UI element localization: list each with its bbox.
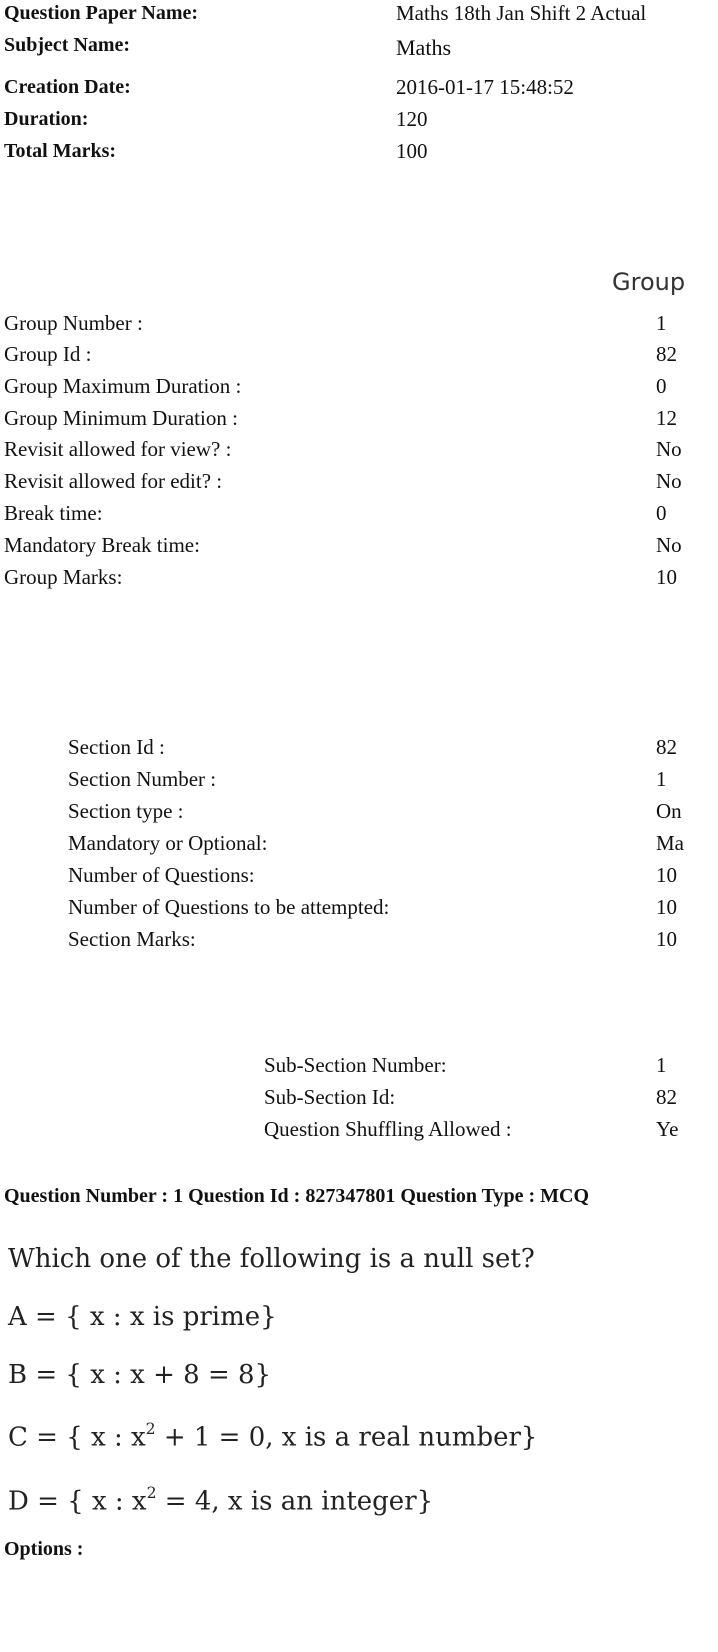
group-min-duration-value: 12 xyxy=(656,406,677,430)
total-marks-label: Total Marks: xyxy=(4,140,117,162)
group-id-label: Group Id : xyxy=(4,342,92,366)
group-min-duration-label: Group Minimum Duration : xyxy=(4,406,238,430)
set-d-pre: D = { x : x xyxy=(8,1486,147,1517)
subject-name-value: Maths xyxy=(396,35,451,60)
subsection-number-value: 1 xyxy=(656,1053,667,1077)
set-c xyxy=(8,1422,537,1453)
group-max-duration-value: 0 xyxy=(656,374,667,398)
subsection-number-label: Sub-Section Number: xyxy=(264,1053,447,1077)
subsection-id-value: 82 xyxy=(656,1085,677,1109)
section-id-value: 82 xyxy=(656,735,677,759)
group-number-label: Group Number : xyxy=(4,311,143,335)
question-prompt: Which one of the following is a null set? xyxy=(8,1244,535,1274)
total-marks-value: 100 xyxy=(396,139,428,163)
section-number-value: 1 xyxy=(656,767,667,791)
creation-date-value: 2016-01-17 15:48:52 xyxy=(396,75,574,99)
revisit-view-value: No xyxy=(656,437,682,461)
section-marks-label: Section Marks: xyxy=(68,927,196,951)
section-type-label: Section type : xyxy=(68,799,184,823)
question-shuffling-value: Ye xyxy=(656,1117,679,1141)
creation-date-label: Creation Date: xyxy=(4,76,131,98)
set-c-post: + 1 = 0, x is a real number} xyxy=(155,1422,538,1453)
revisit-view-label: Revisit allowed for view? : xyxy=(4,437,232,461)
section-id-label: Section Id : xyxy=(68,735,165,759)
paper-name-value: Maths 18th Jan Shift 2 Actual xyxy=(396,1,647,25)
revisit-edit-value: No xyxy=(656,469,682,493)
group-number-value: 1 xyxy=(656,311,667,335)
group-marks-value: 10 xyxy=(656,565,677,589)
subsection-id-label: Sub-Section Id: xyxy=(264,1085,396,1109)
break-time-value: 0 xyxy=(656,501,667,525)
section-number-label: Section Number : xyxy=(68,767,217,791)
set-b: B = { x : x + 8 = 8} xyxy=(8,1360,272,1390)
group-heading: Group xyxy=(612,268,686,296)
duration-value: 120 xyxy=(396,107,428,131)
set-c-pre: C = { x : x xyxy=(8,1422,146,1453)
question-info: Question Number : 1 Question Id : 827347801 Question Type : MCQ xyxy=(4,1185,590,1207)
subject-name-label: Subject Name: xyxy=(4,34,131,56)
set-d-post: = 4, x is an integer} xyxy=(156,1486,434,1517)
group-id-value: 82 xyxy=(656,342,677,366)
section-type-value: On xyxy=(656,799,682,823)
question-shuffling-label: Question Shuffling Allowed : xyxy=(264,1117,512,1141)
mandatory-break-value: No xyxy=(656,533,682,557)
group-max-duration-label: Group Maximum Duration : xyxy=(4,374,242,398)
number-of-questions-value: 10 xyxy=(656,863,677,887)
number-of-questions-label: Number of Questions: xyxy=(68,863,255,887)
set-d xyxy=(8,1486,433,1517)
options-label: Options : xyxy=(4,1538,84,1560)
group-marks-label: Group Marks: xyxy=(4,565,123,589)
questions-attempted-value: 10 xyxy=(656,895,677,919)
section-marks-value: 10 xyxy=(656,927,677,951)
set-d-exponent: 2 xyxy=(146,1484,157,1503)
paper-name-label: Question Paper Name: xyxy=(4,2,199,24)
break-time-label: Break time: xyxy=(4,501,103,525)
mandatory-optional-label: Mandatory or Optional: xyxy=(68,831,268,855)
duration-label: Duration: xyxy=(4,108,89,130)
set-a: A = { x : x is prime} xyxy=(8,1302,277,1332)
revisit-edit-label: Revisit allowed for edit? : xyxy=(4,469,223,493)
set-c-exponent: 2 xyxy=(145,1420,156,1439)
mandatory-optional-value: Ma xyxy=(656,831,684,855)
questions-attempted-label: Number of Questions to be attempted: xyxy=(68,895,390,919)
mandatory-break-label: Mandatory Break time: xyxy=(4,533,200,557)
